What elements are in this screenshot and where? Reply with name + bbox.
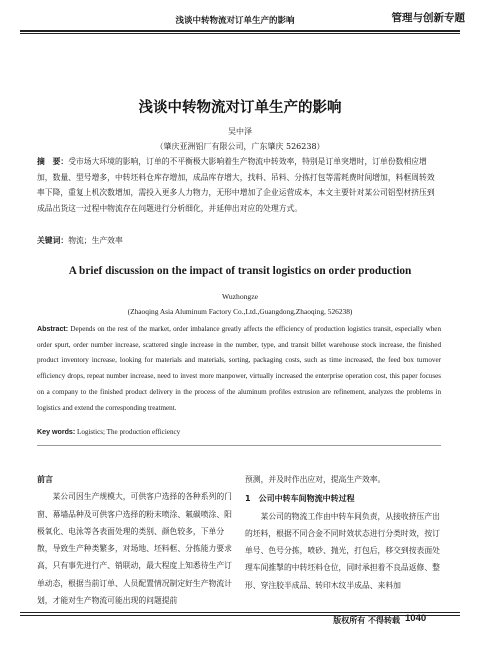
english-abstract-label: Abstract: [37,325,69,333]
footer-rule [20,612,460,613]
chinese-abstract [37,154,441,216]
section-1-paragraph: 某公司的物流工作由中转车间负责，从接收挤压产出的坯料，根据不同合金不同时效状态进行分类时效，按订单号、色号分拣，喷砂、抛光，打包后，移交到按表面处理车间推掣的中转坯料仓位，同时承担着不良品返修、整形、穿注胶半成品、转印木纹半成品、来料加 [245,511,440,590]
right-paragraph-continued: 预测，并及时作出应对，提高生产效率。 [245,475,386,484]
english-abstract [37,322,441,416]
chinese-affiliation: （肇庆亚洲铝厂有限公司，广东肇庆 526238） [155,142,325,151]
preface-paragraph: 某公司因生产规模大，可供客户选择的各种系列的门窗、幕墙品种及可供客户选择的粉末喷涂、氟碳喷涂、阳极氧化、电泳等各表面处理的类别、颜色较多，下单分散，导致生产种类繁多，对场地、坯料框、分拣能力要求高，只有事先进行产、销联动，最大程度上知悉待生产订单动态，根据当前订单、人员配置情况制定好生产物流计划，才能对生产物流可能出现的问题提前 [37,492,232,606]
page-number: 1040 [405,613,427,624]
chinese-title: 浅谈中转物流对订单生产的影响 [138,100,342,116]
english-affiliation: (Zhaoqing Asia Aluminum Factory Co.,Ltd.,Guangdong,Zhaoqing, 526238) [127,307,353,316]
keywords-text: 物流；生产效率 [68,236,123,245]
preface-heading: 前言 [37,475,53,484]
english-title: A brief discussion on the impact of transit logistics on order production [68,265,412,277]
running-title: 浅谈中转物流对订单生产的影响 [175,16,295,26]
right-column [245,471,443,611]
chinese-author: 吴中泽 [228,127,252,136]
section-1-heading: 1 公司中转车间物流中转过程 [245,494,355,504]
header-rule [20,30,460,32]
abstract-label: 摘 要： [37,157,69,166]
header-rule-thin [20,33,460,34]
section-title: 管理与创新专题 [391,12,465,24]
english-abstract-text: Depends on the rest of the market, order imbalance greatly affects the efficiency of production logistics transit, especially when order spurt, order number increase, scattered single increase in the number, type, and transit billet warehouse stock increase, the finished product inventory increase, looking for materials and materials, sorting, packaging costs, such as time increased, the feed box turnover efficiency drops, repeat number increase, need to invest more manpower, virtually increased the enterprise operation cost, this paper focuses on a company to the finished product delivery in the process of the aluminum profiles extrusion are refinement, analyzes the problems in logistics and extend the corresponding treatment. [37,325,441,412]
keywords-label: 关键词： [37,236,69,245]
english-author: Wuzhongze [222,292,258,301]
section-divider [37,445,441,446]
chinese-keywords [37,233,441,249]
copyright-notice: 版权所有 不得转载 [333,615,400,625]
english-keywords [37,425,441,441]
left-column [37,471,235,611]
english-keywords-text: Logistics; The production efficiency [75,428,181,436]
english-keywords-label: Key words: [37,428,76,436]
abstract-text: 受市场大环境的影响，订单的不平衡极大影响着生产物流中转效率，特别是订单突增时，订单份数相应增加，数量、型号增多，中转坯料仓库存增加，成品库存增大，找料、吊料、分拣打包等需耗费时间增加，料框周转效率下降，重复上机次数增加，需投入更多人力物力，无形中增加了企业运营成本，本文主要针对某公司铝型材挤压到成品出货这一过程中物流存在问题进行分析细化，并延伸出对应的处理方式。 [37,157,435,213]
